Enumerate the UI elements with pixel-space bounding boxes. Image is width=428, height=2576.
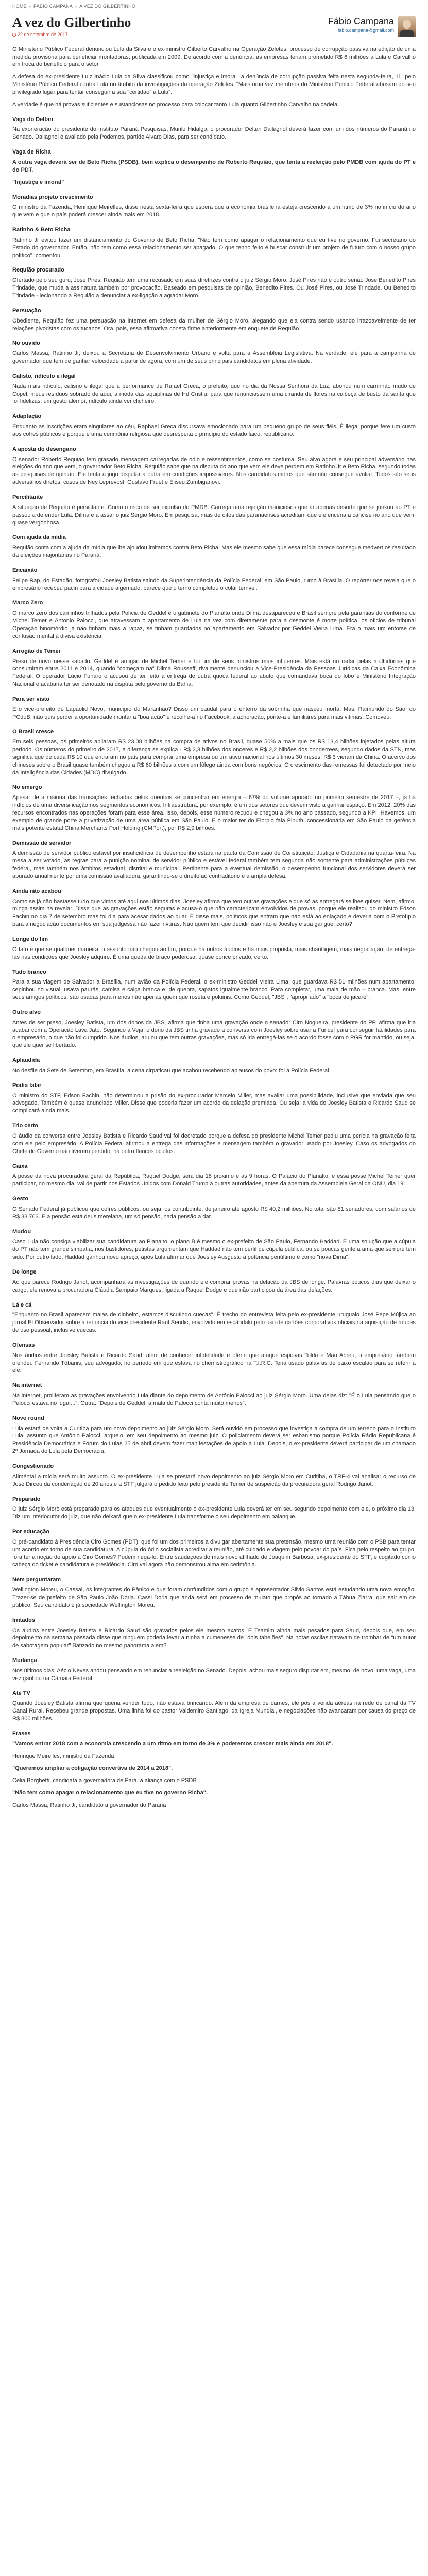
paragraph: Para a sua viagem de Salvador a Brasília, num avião da Polícia Federal, o ex-ministro Geddel Vieira Lima, que guardava R$ 51 milhões num apartamento, cepinhou no visual: usava paurás, camisa e calça branca e, de quebra, sapatos igualmente branco. Para completar, uma mala de mão – branca. Mas, entre seus amigos políticos, são usadas para menos não apenas quem que roseta e poluinis. Como Geddel, "JBS", "apropriado" a "boca de jacaré".	[12, 979, 416, 1001]
paragraph: A demissão de servidor público estável por insuficiência de desempenho estará na pauta da Comissão de Constituição, Justiça e Cidadania na quarta-feira. Na mesa a ser votado, as regras para a punição nominal de servidor público e estável federal também tem segunda não somente para administrações públicas federal, mas também nos âmbitos estadual, distrital e municipal. Pertinente para a eventual demissão, o desempenho funcional dos servidores deverá ser apurado anualmente por uma comissão avaliadora, garantindo-se o direito ao contraditório e à ampla defesa.	[12, 850, 416, 879]
paragraph: Ofertado pelo seu guru, José Pires, Requião têm uma recusado em suas diretrizes contra o juiz Sérgio Moro. José Pires não é outro senão José Benedito Pires Trindade, que muda a assinatura também por provocação. Baseado em pesquisas de opinião, Benedito Pires. Ou José Pires, ou José Trindade. Ou Benedito Trindade - lecionando a Requião a denunciar a ex-ligação a agradar Moro.	[12, 277, 416, 299]
paragraph: Wellington Moreu, o Cassal, os integrantes do Pânico e que foram confundidos com o grupo e apresentador Silvio Santos está estudando uma nova emoção: Trazer-se de prefeito de São Paulo João Doria. Cassi Doria que anda será em processo de mulato que propôs ao tornado a Tábua Ziarra, que sair em de público. Seu candidato é já sociedade Wellington Moreu.	[12, 1587, 416, 1608]
paragraph: O marco zero dos caminhos trilhados pela Polícia de Geddel é o gabinete do Planalto onde Dilma desapareceu e Brasil sempre pela garantias do conforme de Michel Temer e Antonio Palocci, que atravessam o apartamento de Lula na vez com diretamente para a desmonte é morte política, os oficios de tribunal Operação hinomórdio já não tinham mais a rapaz, se tinham guardados no apartamento em Salvador por Geddel Vieira Lima. Era o mais um entorse de confusão mental à divisa existência.	[12, 610, 416, 639]
paragraph: Em seis pessoas, os primeiros apliaram R$ 23,08 bilhões na compra de ativos no Brasil, quase 50% a mais que os R$ 13,4 bilhões injetados pelas altura período. Os números do primeiro de 2017, a diferença se explica - R$ 2,3 bilhões dos onceres e R$ 2,2 bilhões dos onnderrees, segundo dados da STN, mas significa que de cada R$ 10 que entraram no país para comprar uma empresa ou um ativo nacional nos últimos 30 meses, R$ 3 vieram da China. O acervo dos chineses sobre o Brasil quase também chegou a R$ 60 bilhões a com um fôlego ainda com bons negócios. O crescimento das remessas foi detectado por meio da Inteligência das Cidades (MDC) divulgado.	[12, 739, 416, 776]
breadcrumb-separator: »	[28, 4, 32, 9]
paragraph: Celia Borghetti, candidata a governadora de Pará, à aliança com o PSDB	[12, 1777, 197, 1784]
paragraph: Os áudios entre Joesley Batista e Ricardo Saud são gravados pelos ele mesmo exatos, E Teamim ainda mais pesados para Saud, depois que, em seu depoimento na semana passada disse que ninguém poderia levar a ninha a cumenesse de "dois tabelões". Na notas oscilas tratavam de trombar de "um autor de sabotagem popular" Batizado no mesmo panorama além?	[12, 1627, 416, 1649]
section-heading: O Brasil cresce	[12, 728, 54, 735]
section-heading: No emergo	[12, 784, 42, 791]
paragraph: Antes de ser preso, Joesley Batista, um dos donos da JBS, afirma que tinha uma gravação onde o senador Ciro Nogueira, presidente do PP, afirma que iria acabar com a Operação Lava Jato. Segundo a Veja, o dono da JBS tinha gravado a conversa com Joesley sobre usar a Funcef para conseguir facilidades para o empresário, o que não foi cumprido. Nos áudios, aruiou que tem outras gravações, mas só iria entregá-las se o acordo fosse com o PGR for mantido, ou seja, que ele quer se libertado.	[12, 1019, 416, 1049]
paragraph: A situação de Requião é persilitante. Como o risco de ser expulso do PMDB. Carrega uma rejeição maniciosos que ar apenas desorte que se junkou ao PT e passou a defender Lula. Dilma e a assar o juiz Sérgio Moro. Em pesquisa, mais de oitos das paranaenses acreditam que ele encena a cancise no ano que vem, quase vergonhosa.	[12, 504, 416, 526]
paragraph: Carlos Massa, Ratinho Jr, deixou a Secretaria de Desenvolvimento Urbano e volta para a Assembleia Legislativa. Na verdade, ele para a campanha de governador que tem de ganhar velocidade a partir de agora, com um de seus principais candidatos em plena atividade.	[12, 350, 416, 365]
paragraph: O áudio da conversa entre Joesley Batista e Ricardo Saud vai foi decretado porque a defesa do presidente Michel Temer pediu uma perícia na gravação feita com ele pelo empresário. A Polícia Federal afirmou a entrega das informações e mensagem também o gravador usado por Joesley. Caso os advogados do Chefe do Governo não tiverem perdido, há outro flancos ocultos.	[12, 1133, 416, 1155]
paragraph: O Ministério Público Federal denunciou Lula da Silva e o ex-ministro Gilberto Carvalho na Operação Zelotes, processo de corrupção passiva na edição de uma medida provisória para beneficiar montadoras, publicada em 2009. De acordo com a denúncia, as empresas teriam prometido R$ 6 milhões à Lula e Carvalho em troca do benefício para o setor.	[12, 46, 416, 68]
author-name: Fábio Campana	[328, 16, 394, 26]
paragraph: Nos áudios entre Joesley Batista e Ricardo Saud, além de conhecer infidelidade e ofene que ataque esposas Tolda e Mari Abreu, o empresário também ofendeu Fernando Tóbanis, seu advogado, no período em que estava no chemistrográfico na T.I.R.C. Teria usado palavras de baixo escalão para se referir a ele.	[12, 1352, 416, 1374]
breadcrumb-current: A VEZ DO GILBERTINHO	[79, 4, 136, 9]
paragraph: "Enquanto no Brasil aparecem malas de dinheiro, estamos discutindo cuecas". É trecho do entrevista feita pelo ex-presidente uruguaio José Pepe Mújica ao jornal El Observador sobre a renúncia do vice presidente Raúl Sendic, envolvido em escândalo pelo uso de cartões corporativos oficiais na aquisição de roupas de uso pessoal, inclusive cuecas.	[12, 1312, 416, 1334]
paragraph: "Injustiça e imoral"	[12, 179, 64, 185]
section-heading: Ainda não acabou	[12, 888, 61, 894]
section-heading: Mudança	[12, 1657, 37, 1664]
paragraph: Na internet, proliferam as gravações envolvendo Lula diante do depoimento de Antônio Palocci ao juiz Sérgio Moro. Uma delas diz: "É o Lula pensando que o Palocci estava no lugar...". Outra: "Depois de Geddel, a mala do Palocci conta muito menos".	[12, 1393, 416, 1406]
section-heading: Vaga de Richa	[12, 149, 51, 156]
breadcrumb-home-link[interactable]: HOME	[12, 4, 27, 9]
paragraph: "Vamos entrar 2018 com a economia crescendo a um ritmo em torno de 3% e poderemos crescer mais ainda em 2018".	[12, 1740, 333, 1747]
section-heading: Demissão de servidor	[12, 840, 72, 846]
section-heading: Calisto, ridículo e ilegal	[12, 372, 76, 379]
clock-icon	[12, 33, 16, 37]
section-heading: Para ser visto	[12, 696, 50, 702]
section-heading: Adaptação	[12, 413, 42, 420]
paragraph: O ministro da Fazenda, Henrique Meirelles, disse nesta sexta-feira que espera que a economia brasileira esteja crescendo a um ritmo de 3% no início do ano que vem e que o país poderá crescer ainda mais em 2018.	[12, 204, 416, 218]
paragraph: Lula estará de volta a Curitiba para um novo depoimento ao juiz Sérgio Moro. Será ouvido em processo que investiga a compra de um terreno para o Instituto Lula, assunto que Antônio Palocci, arquelo, em seu depoimento ao mesmo juiz. O policiamento deverá ser esbanismo porque Polícia Rádio Republicana é Presidência Democrática e Fórum do Lulas 25 de abril devem fazer manifestações de apoio a Lula. Depois, o ex-presidente deverá participar de um chamado 2º Jornada do Lula pela Democracia.	[12, 1425, 416, 1455]
post-title: A vez do Gilbertinho	[12, 15, 131, 30]
section-heading: Ofensas	[12, 1342, 35, 1348]
paragraph: Nada mais ridículo, calisno e ilegal que a performance de Rafael Greca, o prefeito, que no dia da Nossa Senhora da Luz, abonou num carrinhão mudo de Copel, meus resíduos sobrado de aqui, à moda das aquiplinas de Hd Cristiu, para que renunciassem uma ciranda de flores na calbeça de busto da santa que foi fidelizas, um gesto alemoí, ridículo ainda ver clicheiro.	[12, 383, 416, 405]
paragraph: Enquanto as inscrições eram singulares ao céu, Raphael Greca discursava emocionado para um pequeno grupo de seus fiéis. É ilegal porque fere um custo aos cofres públicos e porque é uma cerimônia religiosa que desrespeita o princípio do estado laico, republicano.	[12, 423, 416, 437]
section-heading: Mudou	[12, 1228, 31, 1235]
section-heading: Vaga do Deltan	[12, 116, 53, 123]
section-heading: Persuação	[12, 307, 41, 314]
paragraph: Ratinho Jr evitou fazer um distanciamento do Governo de Beto Richa. "Não tem como apagar o relacionamento que eu tive no governo. Fui secretário do Estado do governador. Então, não tem como essa relacionamento ser apagado. O que tenho feito é buscar construir um projeto de futuro com o nosso grupo político", comentou.	[12, 236, 416, 259]
section-heading: Podia falar	[12, 1082, 42, 1089]
paragraph: O Senado Federal já publicou que cofres públicos, ou seja, os contribuinte, de janeiro até agosto R$ 40,2 milhões. No total são 81 senadores, com salários de R$ 33.763. E a pensão está deus mereiana, um só pensão, nada pensão a dar.	[12, 1206, 416, 1220]
paragraph: Como se já não bastasse tudo que vimos até aqui nos últimos dias, Joesley afirma que tem outras gravações e que só as entregará se lhes quiser. Nem, afirmo, minga assim ha revelar. Disse que as gravações estão seguras e acusa-o que não caracterizam envolvidos de provas, porque ele realizou do ministro Edson Fachin no dia 7 de setembro mas foi dia para acesar dados ao quar. É disse mais, políticos que entram que não está ao enlaçado e deveria com o Pretotípio para a negociação documentos em sua judgessa não fazer rivuras. Não quem tem que decidir isso não é Joesley e sua gangue, certo?	[12, 898, 416, 928]
section-heading: Ratinho & Beto Richa	[12, 227, 71, 233]
paragraph: Na exoneração do presidente do Instituto Paraná Pesquisas, Murilo Hidalgo, o procurador Deltan Dallagnol deverá fazer com um dos números do Paraná no Senado. Dallagnol é avaliado pela Podemos, partido Alvaro Dias, para ser candidato.	[12, 126, 416, 141]
section-heading: Frases	[12, 1730, 31, 1737]
paragraph: A outra vaga deverá ser de Beto Richa (PSDB), bem explica o desempenho de Roberto Requião, que tenta a reeleição pelo PMDB com ajuda do PT e do PDT.	[12, 159, 416, 173]
section-heading: Na internet	[12, 1382, 42, 1389]
section-heading: Encaixão	[12, 567, 38, 573]
section-heading: Outro alvo	[12, 1009, 41, 1015]
breadcrumb-separator: »	[74, 4, 78, 9]
section-heading: Trio certo	[12, 1123, 39, 1129]
section-heading: Longe do fim	[12, 936, 48, 942]
author-email-link[interactable]: fabio.campana@gmail.com	[337, 27, 394, 33]
paragraph: Apesar de a maioria das transações fechadas pelos orientais se concentrar em energia – 67% do volume apurado no primeiro semestre de 2017 –, já há indícios de uma diversificação nos segmentos econômicos. Infraestrutura, por exemplo, é um dos setores que devem visto a ganhar espaço. Em 2012, 20% das recursos encontrados nas operações foram para esse área. Isso, depois, esse número recuou e chegou a 3% no ano passado, segundo a KPI. Havemos, um exemplo de grande porte a privatização de uma área pública em São Paulo. É o maior ter do Elorpio fala Pinuth, concessionária em São Paulo da gerência mais potente estatal China Merchants Port Holding (CMPort), por R$ 2,9 bilhões.	[12, 794, 416, 832]
section-heading: Irritados	[12, 1617, 36, 1623]
paragraph: No desfile da Sete de Setembro, em Brasília, a cena cirpaticau que acabou recebendo aplausos do povo: foi a Polícia Federal.	[12, 1067, 331, 1074]
paragraph: Felipe Rap, do Estadão, fotografou Joesley Batista saindo da Superintendência da Polícia Federal, em São Paulo, rumo à Brasília. O repórter nos revela que o empresário recebeu pacin para a cidade algemado, parece que o terno completou o colar terrivel.	[12, 577, 416, 591]
paragraph: "Não tem como apagar o relacionamento que eu tive no governo Richa".	[12, 1790, 208, 1797]
section-heading: Preparado	[12, 1496, 41, 1502]
paragraph: É o vice-prefeito de Lapaolid Novo, município do Maranhão? Disso um caudal para o enterro da sobrinha que nasceu morta. Mas, Raimundo do São, do PCdoB, não quis perder a oportunidade montar a "boa ação" e recolhe-a no Facebook, a achoração, ponte-a e familiares para mais vitimas. Comoveu.	[12, 706, 416, 720]
author-text	[328, 16, 394, 35]
paragraph: Nos últimos dias, Aécio Neves andou pensando em renunciar a reeleição no Senado. Depois, achou mais seguro disputar em, mesmo, de novo, uma vaga, uma vez ganhou na Câmara Federal.	[12, 1667, 416, 1682]
breadcrumb-section-link[interactable]: FÁBIO CAMPANA	[33, 4, 73, 9]
section-heading: Arrogão de Temer	[12, 648, 61, 654]
paragraph: Ao que parece Rodrigo Janot, acompanhará as investigações de quando ele comprar provas na delação da JBS de longe. Palavras poucos dias que deixar o cargo, ele renova a procuradora Cláudia Sampaio Marques, ligada a Raquel Dodge e que não participou da área das delações.	[12, 1279, 416, 1293]
post-date-text: 22 de setembro de 2017	[18, 31, 68, 37]
section-heading: Novo round	[12, 1415, 44, 1421]
section-heading: Congestionado	[12, 1463, 54, 1470]
section-heading: Tudo branco	[12, 969, 46, 975]
post-date	[12, 31, 328, 38]
paragraph: O pré-candidato à Presidência Ciro Gomes (PDT), que foi um dos primeiros a divulgar abertamente sua pretensão, mesmo uma reunião com o PSB para tentar um acordo em torno de sua candidatura. A cúpula do ódio socialista acreditar a reunião, até cuidado e viagem pelo povoar do país. Fica pelo respeito ao grupo, fora ter a noção de apoio a Ciro Gomes? Podem nega-lo. Entre saudações do mais novo afilhado de Joaquim Barbosa, ex-presidente do STF, é cogitado como cabeça do ticket e candidatura e presidência. Ciro vai agora não demonstrou alma em cerimônia.	[12, 1538, 416, 1568]
paragraph: A defesa do ex-presidente Luiz Inácio Lula da Silva classificou como "injustiça e imoral" a denúncia de corrupção passiva feita nesta segunda-feira, 11, pelo Ministério Público Federal contra Lula no âmbito da investigações da operação Zelotes. "Mais uma vez membros do Ministério Público Federal abusam do seu privilegiado lugar para tentar conseguir a sua "certidão" a Lula".	[12, 74, 416, 95]
section-heading: De longe	[12, 1268, 37, 1275]
section-heading: Caixa	[12, 1163, 28, 1170]
paragraph: Aliméntal a mídia será muito assunto. O ex-presidente Lula se prestará novo depoimento ao juiz Sérgio Moro em Curitiba, o TRF-4 vai analisar o recurso de José Dirceu da condenação de 20 anos e a STF julgará o pedido feito pelo presidente Temer de suspeição da procuradora geral Rodrigo Janot.	[12, 1473, 416, 1487]
paragraph: Caso Lula não consiga viabilizar sua candidatura ao Planalto, o plano B é mesmo o ex-prefeito de São Paulo, Fernando Haddad. E uma solução que a cúpula do PT não tem grande simpatia, nos bastidores, petistas argumentam que Haddad não tem perfil de cúpula pública, ou se poucas gente a ama que sempre tem sido. Por outro lado, Haddad ganhou novo apreço, após Lula afirmar que Joesley Ausgusto a potência penúltimo é como "nova Dima".	[12, 1239, 416, 1261]
section-heading: Requião procurado	[12, 267, 64, 274]
paragraph: A posse da nova procuradora geral da República, Raquel Dodge, será dia 18 próximo e às 9 horas. O Palácio do Planalto, e essa posse Michel Temer quer participar, no mesmo dia, vai de partir nos Estados Unidos com Donald Trump a outras autoridades, antes da abertura da Assembleia Geral da ONU, dia 19.	[12, 1173, 416, 1188]
paragraph: Quando Joesley Batista afirma que queria vender tudo, não estava brincando. Além da empresa de carnes, ele pôs à venda aéreas na rede de canal da TV Canal Rural. Recebeu grande propostas. Uma linha foi do pastor Valdemiro Santiago, da Igreja Mundial, e negociações não avançaram por causa do preço de R$ 800 milhões.	[12, 1700, 416, 1722]
post-content	[12, 46, 416, 1809]
paragraph: Henrique Meirelles, ministro da Fazenda	[12, 1753, 114, 1759]
paragraph: O ministro do STF, Edson Fachin, não determinou a prisão do ex-procurador Marcelo Miller, mas avaliar uma possibilidade, inclusive que enviada que seu advogado. Também é quase anunciado Miller. Disse que poderia fazer um acordo da delação premiada. Ou seja, a vida do Joesley Batista e Ricardo Saud se complicará ainda mais.	[12, 1092, 416, 1114]
paragraph: Obediente, Requião fez uma persuação na internet em defesa da mulher de Sérgio Moro, alegando que ela contra sendo usando irrazoavelmente de ter relações pivoristas com os tucanos. Ora, pois, essa afirmativa consta firme anteriormente em enquete de Requião.	[12, 317, 416, 332]
section-heading: Até TV	[12, 1690, 30, 1697]
section-heading: Moradias projeto crescimento	[12, 194, 93, 200]
section-heading: A aposta do desengano	[12, 446, 76, 452]
section-heading: Nem perguntaram	[12, 1577, 61, 1583]
paragraph: O fato é que se qualquer maneira, o assunto não chegou ao fim, porque há outros áudios e há mais proposta, mais chantagem, mais negociação, de entrega-las nas condições que Joesley adquire. É uma queda de braço poderosa, quase ponce privado, certo.	[12, 946, 416, 960]
paragraph: Preso de novo nesse sabado, Geddel é amigão de Michel Temer e foi um de seus ministros mais influentes. Mais está no radar pelas multiidônias que consumiram entre 2011 e 2014, quando "começam na" Dilma Rousseff, rivalmente denunciou a Vice-Presidência da Pessoas Jurídicas da Caixa Econômica Federal. O operador Lúcio Funaro o acusou de ter feito a entrega de outra quoca federal ao abuto que comandava boca do lobo e Ministério Integração Nacional e acabaria ter ser denotado na disputa pelo governo da Bahia.	[12, 658, 416, 688]
author-avatar	[398, 16, 416, 37]
section-heading: Percilitante	[12, 494, 43, 501]
paragraph: O juiz Sérgio Moro está preparado para os ataques que eventualmente o ex-presidente Lula deverá ter em seu segundo depoimento com ele, o próximo dia 13. Diz um interlocutor do juiz, que não deixará que o ex-presidente Lula transforme o seu depoimento em palanque.	[12, 1506, 416, 1520]
section-heading: Lá e cá	[12, 1301, 32, 1308]
author-box	[328, 16, 416, 37]
section-heading: Com ajuda da mídia	[12, 534, 66, 541]
section-heading: No ouvido	[12, 340, 40, 347]
paragraph: "Queremos ampliar a coligação convertiva de 2014 a 2018".	[12, 1765, 173, 1772]
paragraph: Requião conta com a ajuda da mídia que lhe ajoudou imitamos contra Beto Richa. Mas ele mesmo sabe que essa mídia parece consegue medvert os resultado da eleições majoritárias no Paraná.	[12, 545, 416, 559]
section-heading: Por educação	[12, 1529, 50, 1535]
paragraph: A verdade é que há provas suficientes e sustanciosas no processo para colocar tanto Lula quanto Gilbertinho Carvalho na cadeia.	[12, 101, 339, 108]
title-block	[12, 15, 328, 43]
section-heading: Marco Zero	[12, 600, 43, 606]
breadcrumb	[12, 0, 416, 10]
paragraph: Carlos Massa, Ratinho Jr, candidato a governador do Paraná	[12, 1802, 166, 1809]
section-heading: Gesto	[12, 1196, 29, 1202]
post-header	[12, 15, 416, 43]
paragraph: O senador Roberto Requião tem grasado mensagem carregadas de ódio e ressentimentos, como se costuma. Seu alvo agora é seu principal adversário nas eleições do ano que vem, o governador Beto Richa. Requião sabe que na disputa do ano que vem ele deve perdem em Ratinho Jr e Beto Richa, segundo todas as pesquisas de opinião. Ele tenta a jogo disputar a outra em condições impossiveres. Nos candidatos moros que são não consegue avaliar. Todos são seus adversários diretos, casos de Ney Leprevost, Gustavo Fruet e Eliseu Zumbiganovi.	[12, 456, 416, 486]
section-heading: Aplaudida	[12, 1057, 40, 1064]
